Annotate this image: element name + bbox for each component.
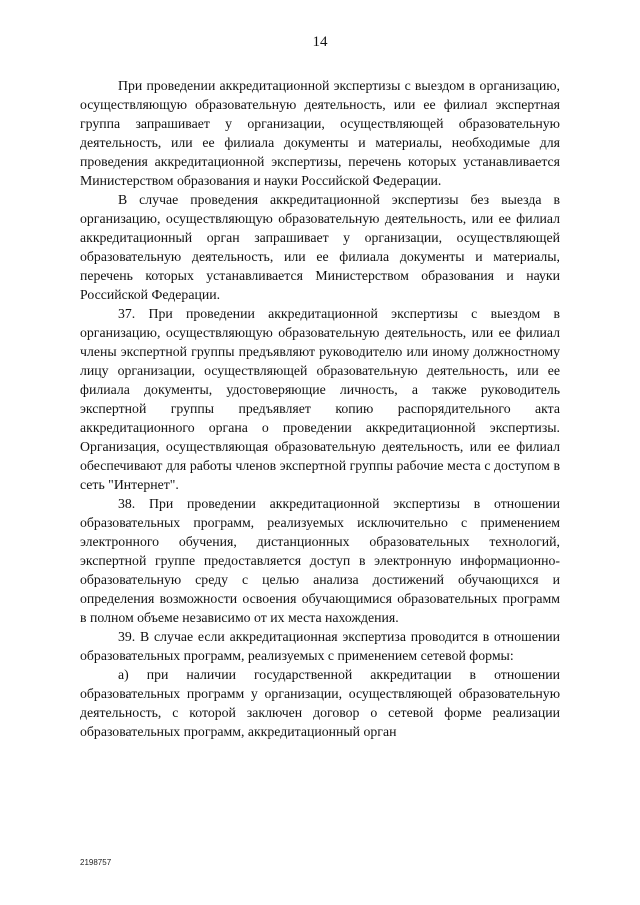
paragraph-38: 38. При проведении аккредитационной экспертизы в отношении образовательных программ, реализуемых исключительно с применением электронного обучения, дистанционных образовательных технологий, экспертной группе предоставляется доступ в электронную информационно-образовательную среду с целью анализа достижений обучающихся и определения возможности освоения обучающимися образовательных программ в полном объеме независимо от их места нахождения. — [80, 496, 560, 625]
paragraph-39-a: а) при наличии государственной аккредитации в отношении образовательных программ у организации, осуществляющей образовательную деятельность, с которой заключен договор о сетевой форме реализации образовательных программ, аккредитационный орган — [80, 667, 560, 739]
document-body — [80, 76, 560, 741]
document-id: 2198757 — [80, 858, 112, 867]
paragraph-without-visit: В случае проведения аккредитационной экспертизы без выезда в организацию, осуществляющую образовательную деятельность, или ее филиал аккредитационный орган запрашивает у организации, осуществляющей образовательную деятельность, или ее филиала документы и материалы, перечень которых устанавливается Министерством образования и науки Российской Федерации. — [80, 192, 560, 302]
paragraph-39: 39. В случае если аккредитационная экспертиза проводится в отношении образовательных программ, реализуемых с применением сетевой формы: — [80, 629, 560, 663]
page-number: 14 — [312, 34, 328, 50]
paragraph-expert-group-request: При проведении аккредитационной экспертизы с выездом в организацию, осуществляющую образовательную деятельность, или ее филиал экспертная группа запрашивает у организации, осуществляющей образовательную деятельность, или ее филиала документы и материалы, необходимые для проведения аккредитационной экспертизы, перечень которых устанавливается Министерством образования и науки Российской Федерации. — [80, 78, 560, 188]
paragraph-37: 37. При проведении аккредитационной экспертизы с выездом в организацию, осуществляющую образовательную деятельность, или ее филиал члены экспертной группы предъявляют руководителю или иному должностному лицу организации, осуществляющей образовательную деятельность, или ее филиала документы, удостоверяющие личность, а также руководитель экспертной группы предъявляет копию распорядительного акта аккредитационного органа о проведении аккредитационной экспертизы. Организация, осуществляющая образовательную деятельность, или ее филиал обеспечивают для работы членов экспертной группы рабочие места с доступом в сеть "Интернет". — [80, 306, 560, 492]
